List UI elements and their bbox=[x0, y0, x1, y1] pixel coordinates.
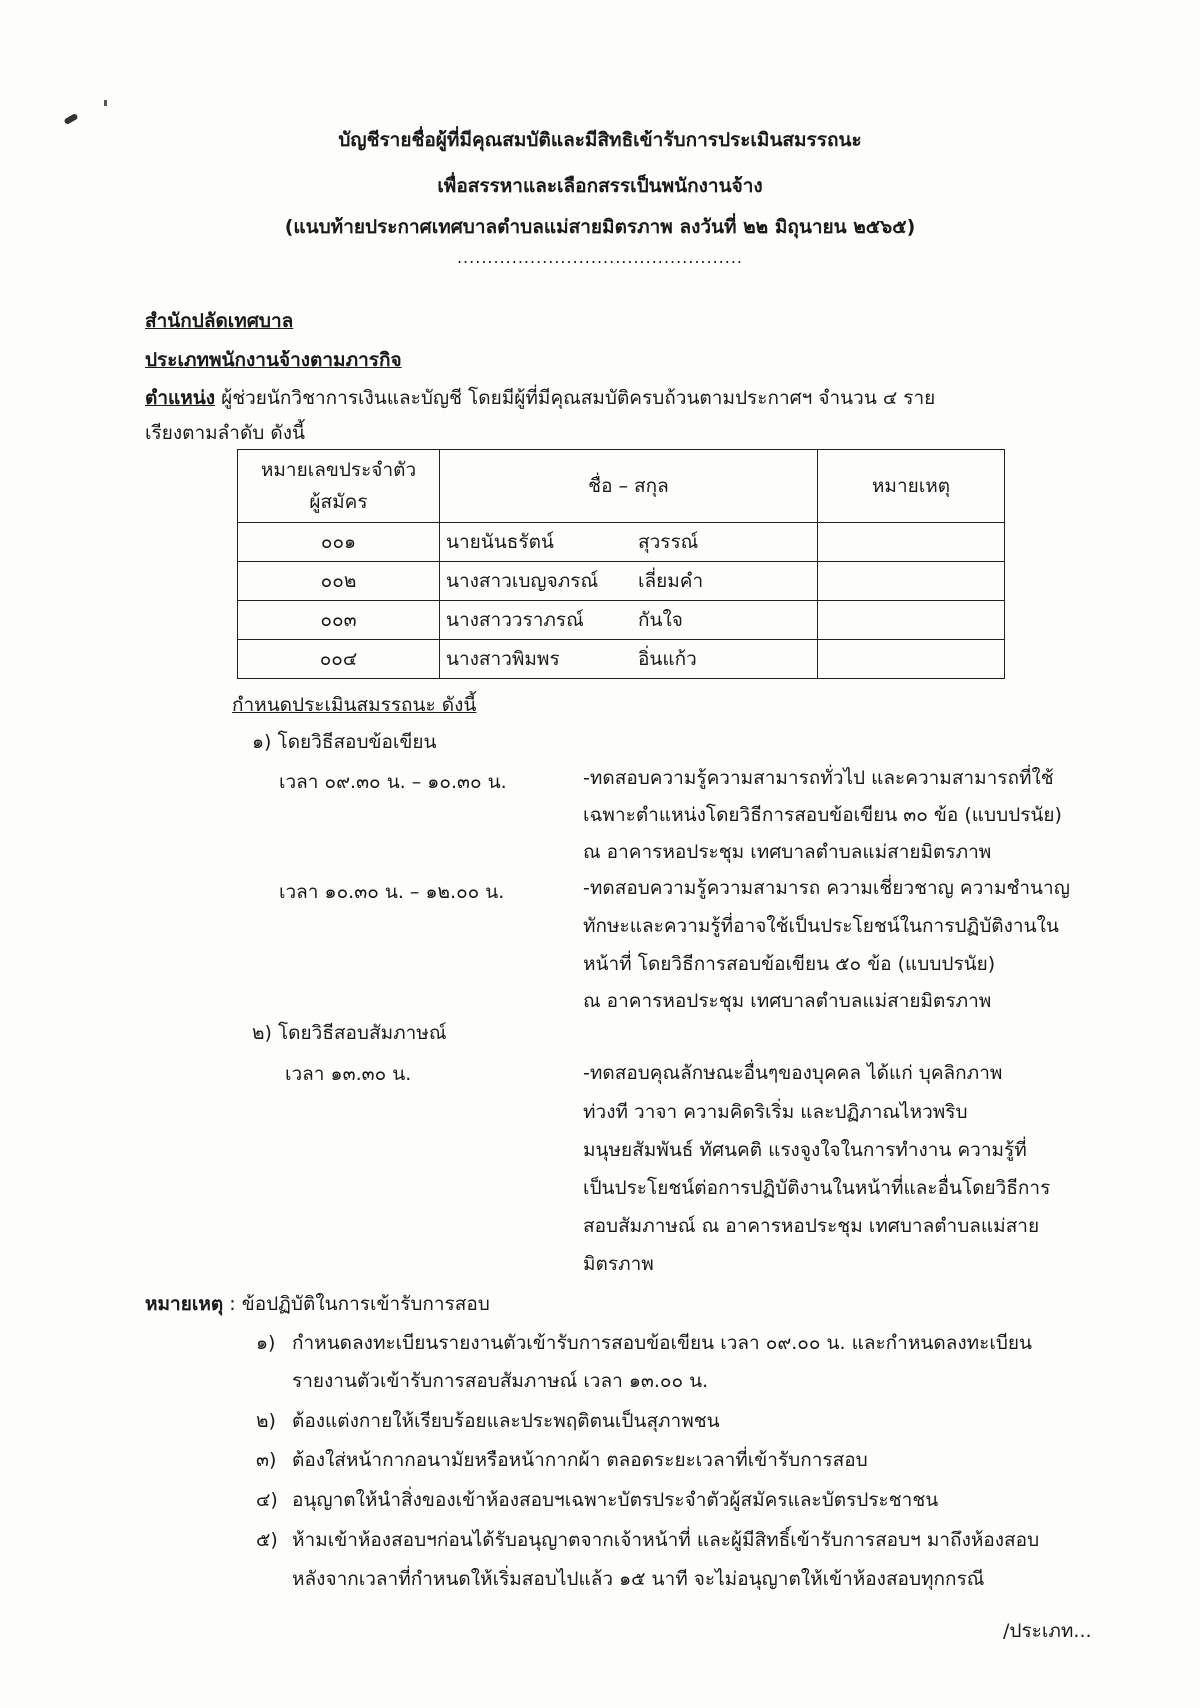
table-row bbox=[238, 601, 1005, 640]
note-text-line: รายงานตัวเข้ารับการสอบสัมภาษณ์ เวลา ๑๓.๐๐ น. bbox=[292, 1370, 709, 1392]
applicant-remark bbox=[818, 640, 1005, 679]
interview-time: เวลา ๑๓.๓๐ น. bbox=[285, 1063, 412, 1085]
note-text-line: อนุญาตให้นำสิ่งของเข้าห้องสอบฯเฉพาะบัตรประจำตัวผู้สมัครและบัตรประชาชน bbox=[292, 1489, 939, 1511]
note-number: ๓) bbox=[256, 1449, 277, 1471]
note-text-line: ห้ามเข้าห้องสอบฯก่อนได้รับอนุญาตจากเจ้าหน้าที่ และผู้มีสิทธิ์เข้ารับการสอบฯ มาถึงห้องสอบ bbox=[292, 1529, 1040, 1551]
table-row bbox=[238, 523, 1005, 562]
applicant-id: ๐๐๓ bbox=[238, 601, 440, 640]
continuation-marker: /ประเภท... bbox=[1003, 1620, 1092, 1642]
written-exam-desc-1-line: ณ อาคารหอประชุม เทศบาลตำบลแม่สายมิตรภาพ bbox=[583, 841, 992, 863]
interview-desc-line: -ทดสอบคุณลักษณะอื่นๆของบุคคล ได้แก่ บุคลิกภาพ bbox=[583, 1062, 1003, 1084]
interview-desc-line: สอบสัมภาษณ์ ณ อาคารหอประชุม เทศบาลตำบลแม่สาย bbox=[583, 1215, 1040, 1237]
note-text-line: ต้องแต่งกายให้เรียบร้อยและประพฤติตนเป็นสุภาพชน bbox=[292, 1410, 720, 1432]
note-text-line: ต้องใส่หน้ากากอนามัยหรือหน้ากากผ้า ตลอดระยะเวลาที่เข้ารับการสอบ bbox=[292, 1449, 868, 1471]
applicant-remark bbox=[818, 562, 1005, 601]
note-text-line: กำหนดลงทะเบียนรายงานตัวเข้ารับการสอบข้อเขียน เวลา ๐๙.๐๐ น. และกำหนดลงทะเบียน bbox=[292, 1332, 1033, 1354]
note-text-line: หลังจากเวลาที่กำหนดให้เริ่มสอบไปแล้ว ๑๕ นาที จะไม่อนุญาตให้เข้าห้องสอบทุกกรณี bbox=[292, 1568, 985, 1590]
note-number: ๔) bbox=[256, 1489, 278, 1511]
doc-title-line-3: (แนบท้ายประกาศเทศบาลตำบลแม่สายมิตรภาพ ลงวันที่ ๒๒ มิถุนายน ๒๕๖๕) bbox=[284, 216, 916, 238]
written-exam-desc-2-line: หน้าที่ โดยวิธีการสอบข้อเขียน ๕๐ ข้อ (แบบปรนัย) bbox=[583, 953, 996, 975]
doc-title-line-2: เพื่อสรรหาและเลือกสรรเป็นพนักงานจ้าง bbox=[437, 175, 763, 197]
written-exam-desc-1-line: -ทดสอบความรู้ความสามารถทั่วไป และความสามารถที่ใช้ bbox=[583, 767, 1054, 789]
applicant-id: ๐๐๑ bbox=[238, 523, 440, 562]
interview-desc-line: ท่วงที วาจา ความคิดริเริ่ม และปฏิภาณไหวพริบ bbox=[583, 1101, 968, 1123]
written-exam-title: ๑) โดยวิธีสอบข้อเขียน bbox=[252, 731, 437, 753]
position-text: ผู้ช่วยนักวิชาการเงินและบัญชี โดยมีผู้ที่มีคุณสมบัติครบถ้วนตามประกาศฯ จำนวน ๔ ราย bbox=[215, 387, 936, 409]
position-line bbox=[145, 383, 935, 413]
written-exam-desc-2-line: ทักษะและความรู้ที่อาจใช้เป็นประโยชน์ในการปฏิบัติงานใน bbox=[583, 915, 1059, 937]
interview-title: ๒) โดยวิธีสอบสัมภาษณ์ bbox=[252, 1022, 447, 1044]
applicant-name: นางสาวพิมพร อิ่นแก้ว bbox=[440, 640, 818, 679]
written-exam-desc-2-line: -ทดสอบความรู้ความสามารถ ความเชี่ยวชาญ ความชำนาญ bbox=[583, 877, 1070, 899]
note-number: ๕) bbox=[256, 1529, 278, 1551]
table-row bbox=[238, 562, 1005, 601]
notes-intro: : ข้อปฏิบัติในการเข้ารับการสอบ bbox=[223, 1293, 490, 1315]
applicants-table bbox=[237, 449, 1005, 679]
interview-desc-line: มนุษยสัมพันธ์ ทัศนคติ แรงจูงใจในการทำงาน ความรู้ที่ bbox=[583, 1139, 1027, 1161]
written-exam-desc-2-line: ณ อาคารหอประชุม เทศบาลตำบลแม่สายมิตรภาพ bbox=[583, 990, 992, 1012]
applicant-id: ๐๐๔ bbox=[238, 640, 440, 679]
position-label: ตำแหน่ง bbox=[145, 387, 216, 409]
header-applicant-id: หมายเลขประจำตัว ผู้สมัคร bbox=[238, 450, 440, 523]
written-exam-desc-1-line: เฉพาะตำแหน่งโดยวิธีการสอบข้อเขียน ๓๐ ข้อ (แบบปรนัย) bbox=[583, 804, 1062, 826]
schedule-title: กำหนดประเมินสมรรถนะ ดังนี้ bbox=[232, 694, 477, 716]
applicant-id: ๐๐๒ bbox=[238, 562, 440, 601]
notes-heading bbox=[145, 1289, 490, 1319]
header-remark: หมายเหตุ bbox=[818, 450, 1005, 523]
order-text: เรียงตามลำดับ ดังนี้ bbox=[145, 422, 305, 444]
applicant-name: นายนันธรัตน์ สุวรรณ์ bbox=[440, 523, 818, 562]
written-exam-time-1: เวลา ๐๙.๓๐ น. – ๑๐.๓๐ น. bbox=[279, 771, 507, 793]
table-header-row bbox=[238, 450, 1005, 523]
ink-mark bbox=[104, 100, 107, 106]
doc-title-line-1: บัญชีรายชื่อผู้ที่มีคุณสมบัติและมีสิทธิเข้ารับการประเมินสมรรถนะ bbox=[338, 129, 862, 151]
dotted-divider: ............................................... bbox=[456, 248, 744, 267]
office-label: สำนักปลัดเทศบาล bbox=[145, 310, 294, 332]
note-number: ๑) bbox=[256, 1332, 276, 1354]
written-exam-time-2: เวลา ๑๐.๓๐ น. – ๑๒.๐๐ น. bbox=[279, 881, 505, 903]
applicant-remark bbox=[818, 523, 1005, 562]
applicant-remark bbox=[818, 601, 1005, 640]
applicant-name: นางสาวเบญจภรณ์ เลี่ยมคำ bbox=[440, 562, 818, 601]
applicant-name: นางสาววราภรณ์ กันใจ bbox=[440, 601, 818, 640]
note-number: ๒) bbox=[256, 1410, 276, 1432]
employee-type-label: ประเภทพนักงานจ้างตามภารกิจ bbox=[145, 349, 402, 371]
interview-desc-line: เป็นประโยชน์ต่อการปฏิบัติงานในหน้าที่และอื่นโดยวิธีการ bbox=[583, 1177, 1051, 1199]
ink-mark bbox=[63, 113, 78, 125]
table-row bbox=[238, 640, 1005, 679]
header-full-name: ชื่อ – สกุล bbox=[440, 450, 818, 523]
interview-desc-line: มิตรภาพ bbox=[583, 1253, 654, 1275]
notes-label: หมายเหตุ bbox=[145, 1293, 224, 1315]
